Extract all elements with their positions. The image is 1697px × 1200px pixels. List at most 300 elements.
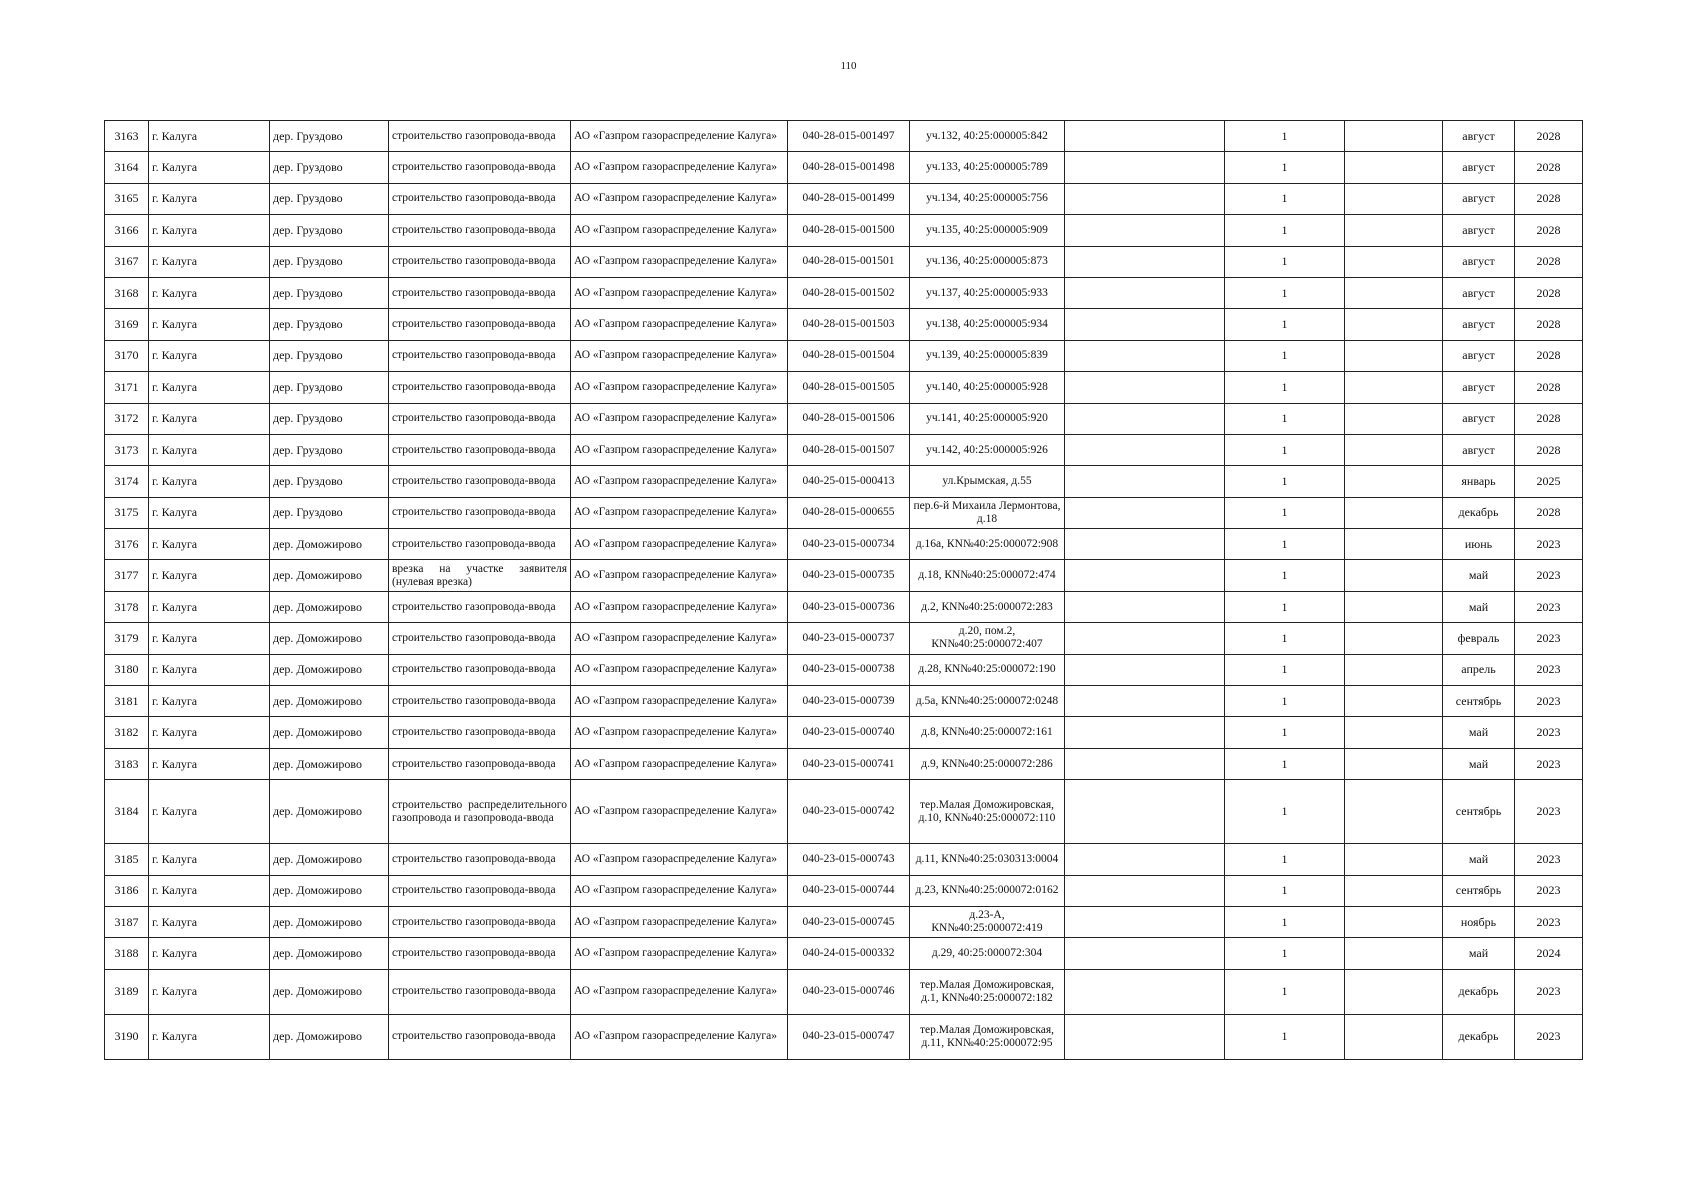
empty-cell [1065, 875, 1225, 906]
empty-cell [1345, 686, 1443, 717]
work-type-cell: строительство газопровода-ввода [389, 309, 571, 340]
work-type-cell: строительство газопровода-ввода [389, 277, 571, 308]
year-cell: 2023 [1515, 906, 1583, 937]
quantity-cell: 1 [1225, 340, 1345, 371]
year-cell: 2028 [1515, 434, 1583, 465]
empty-cell [1345, 497, 1443, 528]
row-number: 3176 [105, 529, 149, 560]
year-cell: 2023 [1515, 969, 1583, 1014]
table-row [105, 121, 1583, 152]
application-code-cell: 040-23-015-000739 [788, 686, 910, 717]
city-cell: г. Калуга [149, 875, 270, 906]
quantity-cell: 1 [1225, 560, 1345, 591]
row-number: 3186 [105, 875, 149, 906]
quantity-cell: 1 [1225, 309, 1345, 340]
quantity-cell: 1 [1225, 780, 1345, 844]
row-number: 3175 [105, 497, 149, 528]
organization-cell: АО «Газпром газораспределение Калуга» [571, 969, 788, 1014]
month-cell: май [1443, 560, 1515, 591]
address-cell: уч.139, 40:25:000005:839 [910, 340, 1065, 371]
quantity-cell: 1 [1225, 215, 1345, 246]
address-cell: д.11, КN№40:25:030313:0004 [910, 844, 1065, 875]
village-cell: дер. Доможирово [270, 969, 389, 1014]
empty-cell [1345, 623, 1443, 654]
application-code-cell: 040-23-015-000741 [788, 748, 910, 779]
quantity-cell: 1 [1225, 529, 1345, 560]
city-cell: г. Калуга [149, 497, 270, 528]
empty-cell [1065, 623, 1225, 654]
address-cell: уч.134, 40:25:000005:756 [910, 183, 1065, 214]
work-type-cell: строительство газопровода-ввода [389, 938, 571, 969]
work-type-cell: строительство газопровода-ввода [389, 215, 571, 246]
quantity-cell: 1 [1225, 497, 1345, 528]
row-number: 3178 [105, 591, 149, 622]
quantity-cell: 1 [1225, 466, 1345, 497]
address-cell: уч.133, 40:25:000005:789 [910, 152, 1065, 183]
month-cell: август [1443, 183, 1515, 214]
organization-cell: АО «Газпром газораспределение Калуга» [571, 183, 788, 214]
village-cell: дер. Доможирово [270, 780, 389, 844]
work-type-cell: строительство газопровода-ввода [389, 591, 571, 622]
organization-cell: АО «Газпром газораспределение Калуга» [571, 623, 788, 654]
work-type-cell: строительство газопровода-ввода [389, 152, 571, 183]
year-cell: 2028 [1515, 497, 1583, 528]
table-row [105, 1014, 1583, 1059]
village-cell: дер. Доможирово [270, 906, 389, 937]
city-cell: г. Калуга [149, 152, 270, 183]
month-cell: август [1443, 403, 1515, 434]
village-cell: дер. Груздово [270, 372, 389, 403]
organization-cell: АО «Газпром газораспределение Калуга» [571, 560, 788, 591]
empty-cell [1345, 309, 1443, 340]
empty-cell [1065, 246, 1225, 277]
row-number: 3173 [105, 434, 149, 465]
city-cell: г. Калуга [149, 686, 270, 717]
row-number: 3168 [105, 277, 149, 308]
city-cell: г. Калуга [149, 309, 270, 340]
year-cell: 2025 [1515, 466, 1583, 497]
work-type-cell: строительство газопровода-ввода [389, 686, 571, 717]
empty-cell [1065, 309, 1225, 340]
empty-cell [1065, 403, 1225, 434]
city-cell: г. Калуга [149, 938, 270, 969]
application-code-cell: 040-24-015-000332 [788, 938, 910, 969]
city-cell: г. Калуга [149, 844, 270, 875]
village-cell: дер. Груздово [270, 434, 389, 465]
organization-cell: АО «Газпром газораспределение Калуга» [571, 1014, 788, 1059]
city-cell: г. Калуга [149, 780, 270, 844]
month-cell: январь [1443, 466, 1515, 497]
application-code-cell: 040-23-015-000745 [788, 906, 910, 937]
quantity-cell: 1 [1225, 686, 1345, 717]
quantity-cell: 1 [1225, 121, 1345, 152]
application-code-cell: 040-23-015-000738 [788, 654, 910, 685]
quantity-cell: 1 [1225, 246, 1345, 277]
city-cell: г. Калуга [149, 1014, 270, 1059]
table-row [105, 372, 1583, 403]
organization-cell: АО «Газпром газораспределение Калуга» [571, 748, 788, 779]
address-cell: уч.132, 40:25:000005:842 [910, 121, 1065, 152]
row-number: 3183 [105, 748, 149, 779]
month-cell: декабрь [1443, 1014, 1515, 1059]
empty-cell [1345, 340, 1443, 371]
city-cell: г. Калуга [149, 717, 270, 748]
table-row [105, 654, 1583, 685]
table-row [105, 340, 1583, 371]
address-cell: д.18, КN№40:25:000072:474 [910, 560, 1065, 591]
city-cell: г. Калуга [149, 183, 270, 214]
row-number: 3174 [105, 466, 149, 497]
organization-cell: АО «Газпром газораспределение Калуга» [571, 340, 788, 371]
application-code-cell: 040-23-015-000740 [788, 717, 910, 748]
city-cell: г. Калуга [149, 403, 270, 434]
month-cell: сентябрь [1443, 875, 1515, 906]
city-cell: г. Калуга [149, 434, 270, 465]
application-code-cell: 040-28-015-000655 [788, 497, 910, 528]
city-cell: г. Калуга [149, 969, 270, 1014]
year-cell: 2028 [1515, 340, 1583, 371]
organization-cell: АО «Газпром газораспределение Калуга» [571, 121, 788, 152]
organization-cell: АО «Газпром газораспределение Калуга» [571, 844, 788, 875]
year-cell: 2023 [1515, 529, 1583, 560]
month-cell: апрель [1443, 654, 1515, 685]
table-row [105, 906, 1583, 937]
city-cell: г. Калуга [149, 340, 270, 371]
village-cell: дер. Груздово [270, 403, 389, 434]
row-number: 3181 [105, 686, 149, 717]
city-cell: г. Калуга [149, 215, 270, 246]
organization-cell: АО «Газпром газораспределение Калуга» [571, 372, 788, 403]
application-code-cell: 040-28-015-001507 [788, 434, 910, 465]
application-code-cell: 040-28-015-001497 [788, 121, 910, 152]
quantity-cell: 1 [1225, 938, 1345, 969]
table-row [105, 560, 1583, 591]
year-cell: 2028 [1515, 403, 1583, 434]
work-type-cell: строительство газопровода-ввода [389, 183, 571, 214]
row-number: 3185 [105, 844, 149, 875]
city-cell: г. Калуга [149, 654, 270, 685]
address-cell: пер.6-й Михаила Лермонтова, д.18 [910, 497, 1065, 528]
city-cell: г. Калуга [149, 906, 270, 937]
work-type-cell: строительство газопровода-ввода [389, 403, 571, 434]
address-cell: тер.Малая Доможировская, д.10, КN№40:25:000072:110 [910, 780, 1065, 844]
table-row [105, 938, 1583, 969]
address-cell: д.16а, КN№40:25:000072:908 [910, 529, 1065, 560]
city-cell: г. Калуга [149, 560, 270, 591]
work-type-cell: строительство газопровода-ввода [389, 717, 571, 748]
table-row [105, 434, 1583, 465]
row-number: 3167 [105, 246, 149, 277]
village-cell: дер. Груздово [270, 277, 389, 308]
work-type-cell: строительство газопровода-ввода [389, 497, 571, 528]
quantity-cell: 1 [1225, 906, 1345, 937]
empty-cell [1065, 844, 1225, 875]
table-row [105, 497, 1583, 528]
empty-cell [1065, 591, 1225, 622]
address-cell: д.28, КN№40:25:000072:190 [910, 654, 1065, 685]
work-type-cell: строительство газопровода-ввода [389, 623, 571, 654]
work-type-cell: строительство газопровода-ввода [389, 969, 571, 1014]
city-cell: г. Калуга [149, 372, 270, 403]
empty-cell [1065, 152, 1225, 183]
year-cell: 2028 [1515, 121, 1583, 152]
empty-cell [1065, 717, 1225, 748]
application-code-cell: 040-23-015-000736 [788, 591, 910, 622]
row-number: 3164 [105, 152, 149, 183]
application-code-cell: 040-28-015-001503 [788, 309, 910, 340]
application-code-cell: 040-23-015-000742 [788, 780, 910, 844]
city-cell: г. Калуга [149, 529, 270, 560]
application-code-cell: 040-23-015-000735 [788, 560, 910, 591]
row-number: 3171 [105, 372, 149, 403]
year-cell: 2023 [1515, 875, 1583, 906]
address-cell: д.9, КN№40:25:000072:286 [910, 748, 1065, 779]
organization-cell: АО «Газпром газораспределение Калуга» [571, 309, 788, 340]
application-code-cell: 040-28-015-001506 [788, 403, 910, 434]
year-cell: 2023 [1515, 780, 1583, 844]
work-type-cell: строительство газопровода-ввода [389, 875, 571, 906]
address-cell: тер.Малая Доможировская, д.11, КN№40:25:000072:95 [910, 1014, 1065, 1059]
village-cell: дер. Доможирово [270, 844, 389, 875]
empty-cell [1345, 529, 1443, 560]
empty-cell [1345, 246, 1443, 277]
work-type-cell: врезка на участке заявителя (нулевая врезка) [389, 560, 571, 591]
empty-cell [1345, 434, 1443, 465]
address-cell: д.29, 40:25:000072:304 [910, 938, 1065, 969]
table-row [105, 623, 1583, 654]
village-cell: дер. Доможирово [270, 1014, 389, 1059]
application-code-cell: 040-28-015-001500 [788, 215, 910, 246]
empty-cell [1065, 780, 1225, 844]
empty-cell [1345, 215, 1443, 246]
application-code-cell: 040-28-015-001504 [788, 340, 910, 371]
year-cell: 2024 [1515, 938, 1583, 969]
row-number: 3169 [105, 309, 149, 340]
table-row [105, 277, 1583, 308]
work-type-cell: строительство газопровода-ввода [389, 434, 571, 465]
year-cell: 2023 [1515, 654, 1583, 685]
organization-cell: АО «Газпром газораспределение Калуга» [571, 686, 788, 717]
application-code-cell: 040-23-015-000737 [788, 623, 910, 654]
month-cell: май [1443, 591, 1515, 622]
work-type-cell: строительство газопровода-ввода [389, 529, 571, 560]
table-row [105, 969, 1583, 1014]
application-code-cell: 040-28-015-001498 [788, 152, 910, 183]
row-number: 3166 [105, 215, 149, 246]
village-cell: дер. Доможирово [270, 591, 389, 622]
village-cell: дер. Доможирово [270, 717, 389, 748]
village-cell: дер. Груздово [270, 215, 389, 246]
table-row [105, 529, 1583, 560]
month-cell: август [1443, 372, 1515, 403]
table-row [105, 403, 1583, 434]
address-cell: д.5а, КN№40:25:000072:0248 [910, 686, 1065, 717]
month-cell: август [1443, 152, 1515, 183]
empty-cell [1345, 717, 1443, 748]
organization-cell: АО «Газпром газораспределение Калуга» [571, 152, 788, 183]
address-cell: уч.142, 40:25:000005:926 [910, 434, 1065, 465]
city-cell: г. Калуга [149, 246, 270, 277]
empty-cell [1345, 591, 1443, 622]
village-cell: дер. Доможирово [270, 529, 389, 560]
year-cell: 2023 [1515, 623, 1583, 654]
table-row [105, 780, 1583, 844]
row-number: 3179 [105, 623, 149, 654]
organization-cell: АО «Газпром газораспределение Калуга» [571, 466, 788, 497]
table-row [105, 844, 1583, 875]
village-cell: дер. Груздово [270, 183, 389, 214]
year-cell: 2028 [1515, 246, 1583, 277]
work-type-cell: строительство газопровода-ввода [389, 246, 571, 277]
table-row [105, 591, 1583, 622]
organization-cell: АО «Газпром газораспределение Калуга» [571, 717, 788, 748]
empty-cell [1345, 121, 1443, 152]
address-cell: д.2, КN№40:25:000072:283 [910, 591, 1065, 622]
month-cell: сентябрь [1443, 780, 1515, 844]
address-cell: ул.Крымская, д.55 [910, 466, 1065, 497]
month-cell: май [1443, 748, 1515, 779]
empty-cell [1065, 215, 1225, 246]
empty-cell [1065, 529, 1225, 560]
table-row [105, 246, 1583, 277]
organization-cell: АО «Газпром газораспределение Калуга» [571, 403, 788, 434]
month-cell: август [1443, 121, 1515, 152]
application-code-cell: 040-23-015-000743 [788, 844, 910, 875]
city-cell: г. Калуга [149, 591, 270, 622]
address-cell: уч.140, 40:25:000005:928 [910, 372, 1065, 403]
empty-cell [1345, 654, 1443, 685]
empty-cell [1345, 875, 1443, 906]
year-cell: 2023 [1515, 686, 1583, 717]
month-cell: июнь [1443, 529, 1515, 560]
address-cell: д.23-А, КN№40:25:000072:419 [910, 906, 1065, 937]
work-type-cell: строительство газопровода-ввода [389, 654, 571, 685]
quantity-cell: 1 [1225, 152, 1345, 183]
month-cell: август [1443, 340, 1515, 371]
table-body [105, 121, 1583, 1060]
table-row [105, 748, 1583, 779]
organization-cell: АО «Газпром газораспределение Калуга» [571, 654, 788, 685]
empty-cell [1065, 654, 1225, 685]
organization-cell: АО «Газпром газораспределение Калуга» [571, 938, 788, 969]
table-row [105, 183, 1583, 214]
empty-cell [1345, 780, 1443, 844]
quantity-cell: 1 [1225, 277, 1345, 308]
application-code-cell: 040-23-015-000744 [788, 875, 910, 906]
year-cell: 2023 [1515, 560, 1583, 591]
row-number: 3189 [105, 969, 149, 1014]
empty-cell [1345, 748, 1443, 779]
empty-cell [1345, 403, 1443, 434]
empty-cell [1345, 906, 1443, 937]
row-number: 3170 [105, 340, 149, 371]
address-cell: д.23, КN№40:25:000072:0162 [910, 875, 1065, 906]
month-cell: май [1443, 844, 1515, 875]
application-code-cell: 040-28-015-001501 [788, 246, 910, 277]
work-type-cell: строительство газопровода-ввода [389, 372, 571, 403]
empty-cell [1065, 938, 1225, 969]
empty-cell [1065, 434, 1225, 465]
empty-cell [1345, 844, 1443, 875]
village-cell: дер. Доможирово [270, 623, 389, 654]
month-cell: август [1443, 215, 1515, 246]
month-cell: ноябрь [1443, 906, 1515, 937]
empty-cell [1065, 560, 1225, 591]
work-type-cell: строительство газопровода-ввода [389, 466, 571, 497]
empty-cell [1065, 1014, 1225, 1059]
year-cell: 2028 [1515, 277, 1583, 308]
organization-cell: АО «Газпром газораспределение Калуга» [571, 875, 788, 906]
village-cell: дер. Груздово [270, 121, 389, 152]
village-cell: дер. Доможирово [270, 686, 389, 717]
quantity-cell: 1 [1225, 969, 1345, 1014]
quantity-cell: 1 [1225, 591, 1345, 622]
row-number: 3190 [105, 1014, 149, 1059]
work-type-cell: строительство распределительного газопровода и газопровода-ввода [389, 780, 571, 844]
year-cell: 2028 [1515, 372, 1583, 403]
work-type-cell: строительство газопровода-ввода [389, 844, 571, 875]
table-row [105, 466, 1583, 497]
empty-cell [1065, 748, 1225, 779]
address-cell: д.20, пом.2, КN№40:25:000072:407 [910, 623, 1065, 654]
village-cell: дер. Груздово [270, 497, 389, 528]
row-number: 3165 [105, 183, 149, 214]
empty-cell [1345, 277, 1443, 308]
empty-cell [1065, 183, 1225, 214]
empty-cell [1345, 969, 1443, 1014]
city-cell: г. Калуга [149, 466, 270, 497]
village-cell: дер. Доможирово [270, 654, 389, 685]
table-row [105, 875, 1583, 906]
quantity-cell: 1 [1225, 654, 1345, 685]
empty-cell [1345, 466, 1443, 497]
table-row [105, 215, 1583, 246]
quantity-cell: 1 [1225, 403, 1345, 434]
empty-cell [1065, 277, 1225, 308]
village-cell: дер. Груздово [270, 246, 389, 277]
month-cell: август [1443, 277, 1515, 308]
application-code-cell: 040-23-015-000747 [788, 1014, 910, 1059]
month-cell: декабрь [1443, 497, 1515, 528]
address-cell: уч.141, 40:25:000005:920 [910, 403, 1065, 434]
work-type-cell: строительство газопровода-ввода [389, 906, 571, 937]
quantity-cell: 1 [1225, 623, 1345, 654]
village-cell: дер. Доможирово [270, 560, 389, 591]
village-cell: дер. Груздово [270, 466, 389, 497]
month-cell: декабрь [1443, 969, 1515, 1014]
year-cell: 2028 [1515, 215, 1583, 246]
village-cell: дер. Доможирово [270, 875, 389, 906]
empty-cell [1345, 372, 1443, 403]
organization-cell: АО «Газпром газораспределение Калуга» [571, 780, 788, 844]
village-cell: дер. Груздово [270, 340, 389, 371]
application-code-cell: 040-28-015-001505 [788, 372, 910, 403]
quantity-cell: 1 [1225, 875, 1345, 906]
month-cell: сентябрь [1443, 686, 1515, 717]
empty-cell [1345, 152, 1443, 183]
empty-cell [1065, 121, 1225, 152]
empty-cell [1345, 938, 1443, 969]
organization-cell: АО «Газпром газораспределение Калуга» [571, 434, 788, 465]
empty-cell [1345, 183, 1443, 214]
village-cell: дер. Доможирово [270, 748, 389, 779]
row-number: 3182 [105, 717, 149, 748]
quantity-cell: 1 [1225, 183, 1345, 214]
month-cell: май [1443, 717, 1515, 748]
city-cell: г. Калуга [149, 277, 270, 308]
quantity-cell: 1 [1225, 372, 1345, 403]
work-type-cell: строительство газопровода-ввода [389, 1014, 571, 1059]
